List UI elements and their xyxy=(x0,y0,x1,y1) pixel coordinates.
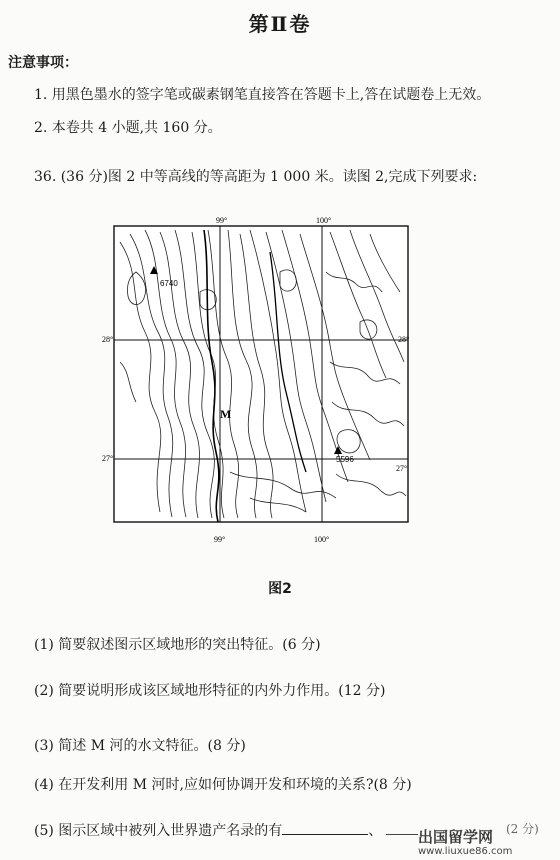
label-right-27: 27° xyxy=(396,464,408,473)
map-frame xyxy=(114,226,408,522)
peak-label-2: 5596 xyxy=(336,455,354,464)
label-bottom-100: 100° xyxy=(314,535,330,544)
label-top-100: 100° xyxy=(316,216,332,225)
subquestion-4: (4) 在开发利用 M 河时,应如何协调开发和环境的关系?(8 分) xyxy=(34,777,412,793)
watermark-line xyxy=(386,834,418,835)
subquestion-2: (2) 简要说明形成该区域地形特征的内外力作用。(12 分) xyxy=(34,683,386,699)
figure-caption: 图2 xyxy=(268,581,292,597)
river-m-label: M xyxy=(220,407,232,421)
label-left-28: 28° xyxy=(102,335,114,344)
answer-blank-1[interactable] xyxy=(282,822,368,835)
peak-label-1: 6740 xyxy=(160,279,178,288)
notice-item-1: 1. 用黑色墨水的签字笔或碳素钢笔直接答在答题卡上,答在试题卷上无效。 xyxy=(34,87,491,103)
section-title: 第Ⅱ卷 xyxy=(248,12,312,36)
subquestion-5-separator: 、 xyxy=(368,823,383,839)
subquestion-5 xyxy=(34,820,382,840)
label-bottom-99: 99° xyxy=(214,535,226,544)
label-left-27: 27° xyxy=(102,454,114,463)
watermark-url: www.liuxue86.com xyxy=(418,846,513,857)
subquestion-1: (1) 简要叙述图示区域地形的突出特征。(6 分) xyxy=(34,637,321,653)
label-right-28: 28° xyxy=(398,335,410,344)
subquestion-3: (3) 简述 M 河的水文特征。(8 分) xyxy=(34,738,246,754)
contour-map-figure xyxy=(100,212,422,548)
watermark-text: 出国留学网 xyxy=(418,828,494,846)
subquestion-5-text: (5) 图示区域中被列入世界遗产名录的有 xyxy=(34,823,283,839)
subquestion-5-score: (2 分) xyxy=(506,822,539,836)
question-36-intro: 36. (36 分)图 2 中等高线的等高距为 1 000 米。读图 2,完成下列要求: xyxy=(34,169,478,185)
notice-heading: 注意事项： xyxy=(8,55,78,71)
label-top-99: 99° xyxy=(216,216,228,225)
notice-item-2: 2. 本卷共 4 小题,共 160 分。 xyxy=(34,120,222,136)
